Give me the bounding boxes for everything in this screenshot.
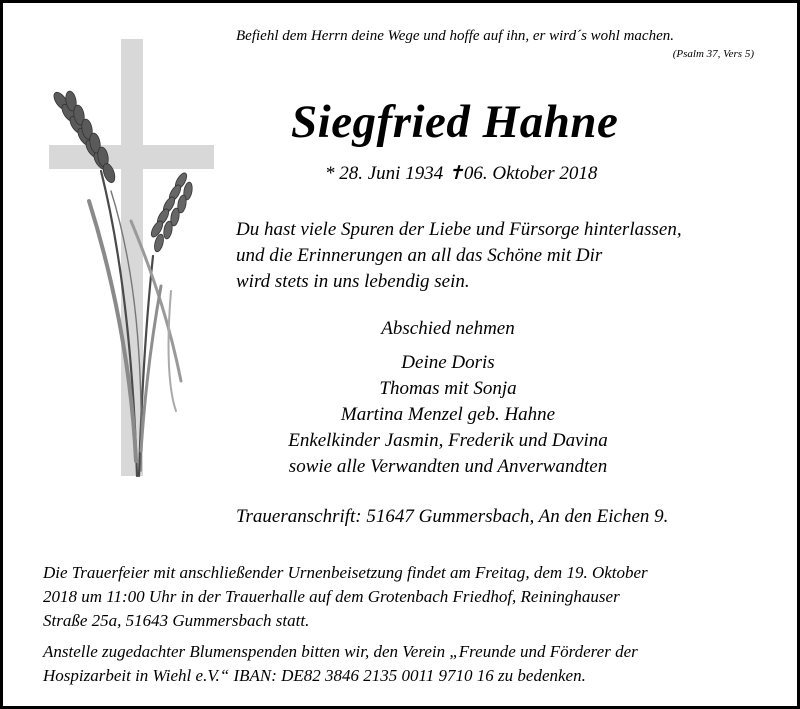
mourner-line: Enkelkinder Jasmin, Frederik und Davina	[288, 430, 608, 451]
bible-quote-source: (Psalm 37, Vers 5)	[672, 48, 754, 60]
bible-quote: Befiehl dem Herrn deine Wege und hoffe auf ihn, er wird´s wohl machen.	[236, 28, 674, 44]
wheat-ear-right	[149, 171, 193, 253]
cross-wheat-illustration	[41, 31, 221, 481]
donation-line: Hospizarbeit in Wiehl e.V.“ IBAN: DE82 3846 2135 0011 9710 16 zu bedenken.	[43, 666, 586, 685]
cross-horizontal-beam	[49, 145, 214, 169]
mourner-line: Martina Menzel geb. Hahne	[340, 404, 556, 425]
verse-line: Du hast viele Spuren der Liebe und Fürsorge hinterlassen,	[236, 219, 682, 240]
ceremony-line: Die Trauerfeier mit anschließender Urnenbeisetzung findet am Freitag, dem 19. Oktober	[43, 563, 648, 582]
wheat-ear-left	[51, 90, 117, 184]
life-dates: * 28. Juni 1934 ✝06. Oktober 2018	[325, 163, 598, 184]
donation-line: Anstelle zugedachter Blumenspenden bitten wir, den Verein „Freunde und Förderer der	[43, 642, 638, 661]
verse-line: wird stets in uns lebendig sein.	[236, 271, 470, 292]
verse-line: und die Erinnerungen an all das Schöne mit Dir	[236, 245, 603, 266]
mourner-line: Thomas mit Sonja	[379, 378, 517, 399]
ceremony-line: 2018 um 11:00 Uhr in der Trauerhalle auf dem Grotenbach Friedhof, Reininghauser	[43, 587, 620, 606]
mourner-line: Deine Doris	[401, 352, 495, 373]
funeral-address: Traueranschrift: 51647 Gummersbach, An den Eichen 9.	[236, 506, 669, 527]
ceremony-line: Straße 25a, 51643 Gummersbach statt.	[43, 611, 310, 630]
farewell-heading: Abschied nehmen	[381, 318, 515, 339]
deceased-name: Siegfried Hahne	[291, 96, 619, 148]
mourner-line: sowie alle Verwandten und Anverwandten	[288, 456, 608, 477]
